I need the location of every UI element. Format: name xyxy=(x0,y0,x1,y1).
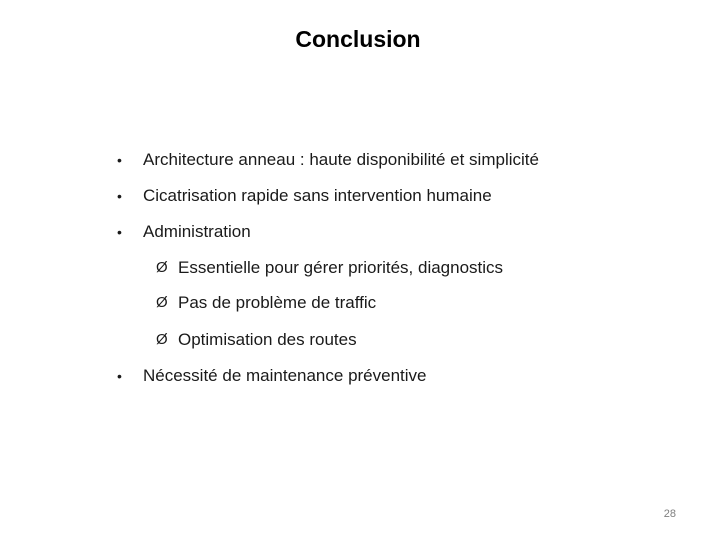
bullet-icon: • xyxy=(117,188,122,204)
arrow-bullet-icon: Ø xyxy=(156,294,168,311)
bullet-icon: • xyxy=(117,152,122,168)
bullet-item xyxy=(117,365,427,387)
bullet-icon: • xyxy=(117,224,122,240)
bullet-text: Cicatrisation rapide sans intervention humaine xyxy=(143,186,492,205)
sub-bullet-text: Optimisation des routes xyxy=(178,330,357,349)
bullet-item xyxy=(117,149,539,171)
arrow-bullet-icon: Ø xyxy=(156,259,168,276)
sub-bullet-item xyxy=(156,257,503,279)
slide-title: Conclusion xyxy=(295,26,421,52)
sub-bullet-text: Pas de problème de traffic xyxy=(178,293,377,312)
bullet-text: Nécessité de maintenance préventive xyxy=(143,366,427,385)
bullet-item xyxy=(117,185,492,207)
bullet-item xyxy=(117,221,251,243)
page-number: 28 xyxy=(663,508,676,520)
bullet-text: Administration xyxy=(143,222,251,241)
sub-bullet-text: Essentielle pour gérer priorités, diagnostics xyxy=(178,258,504,277)
arrow-bullet-icon: Ø xyxy=(156,331,168,348)
sub-bullet-item xyxy=(156,329,357,351)
bullet-icon: • xyxy=(117,368,122,384)
sub-bullet-item xyxy=(156,292,376,314)
bullet-text: Architecture anneau : haute disponibilité et simplicité xyxy=(143,150,539,169)
